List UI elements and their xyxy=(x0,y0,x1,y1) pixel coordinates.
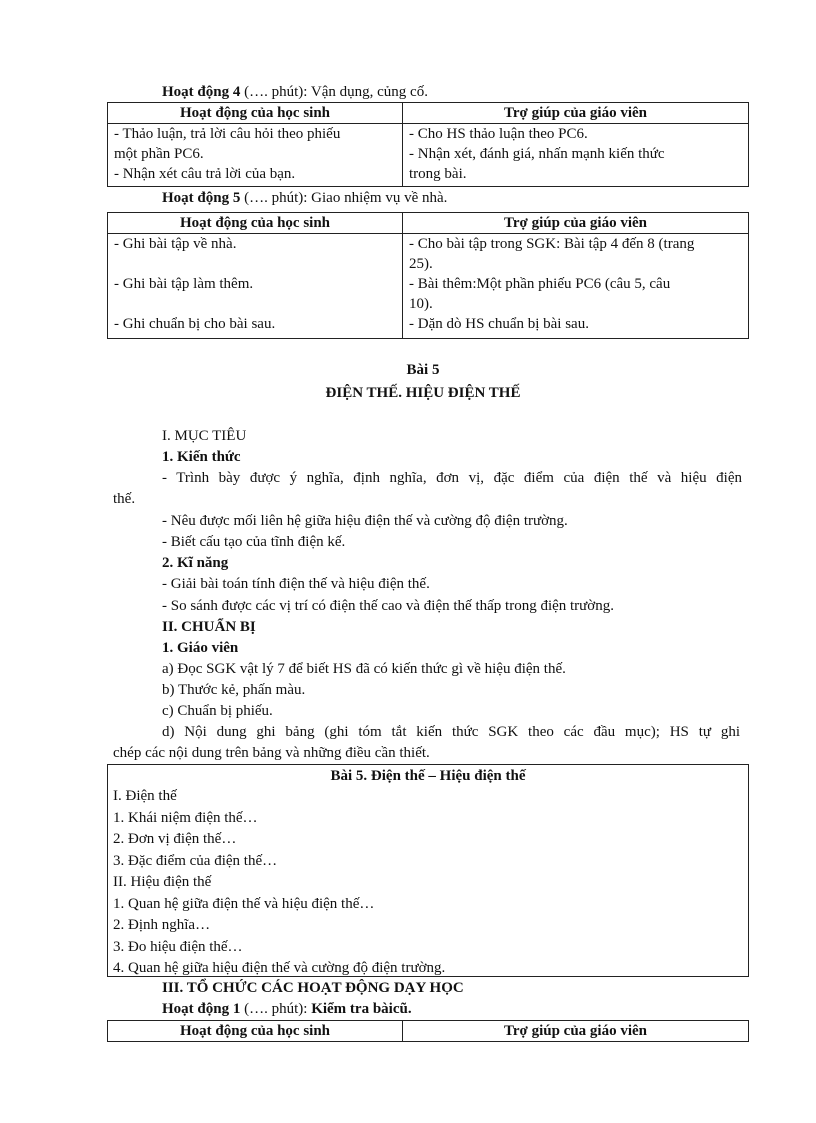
board-line: 2. Định nghĩa… xyxy=(113,917,211,933)
activity-5-label: Hoạt động 5 xyxy=(162,190,241,206)
activity-1-heading xyxy=(162,999,412,1019)
activity-1-desc-bold: Kiểm tra bàicũ. xyxy=(311,1001,412,1017)
activity-4-label: Hoạt động 4 xyxy=(162,84,241,100)
board-line: I. Điện thế xyxy=(113,788,177,804)
activity-5-student-line: - Ghi bài tập về nhà. xyxy=(114,236,237,252)
activity-5-teacher-line: 10). xyxy=(409,296,433,312)
board-line: 2. Đơn vị điện thế… xyxy=(113,831,237,847)
activity-4-heading xyxy=(162,82,428,102)
teacher-prep-heading: 1. Giáo viên xyxy=(162,640,239,656)
activity-5-teacher-line: - Cho bài tập trong SGK: Bài tập 4 đến 8 (trang xyxy=(409,236,695,252)
knowledge-heading: 1. Kiến thức xyxy=(162,449,241,465)
knowledge-item-1-cont: thế. xyxy=(113,491,136,507)
lesson-title: ĐIỆN THẾ. HIỆU ĐIỆN THẾ xyxy=(325,385,521,401)
activity-4-header-student: Hoạt động của học sinh xyxy=(108,103,403,124)
activity-5-student-cell xyxy=(108,234,403,339)
section-organization-heading: III. TỔ CHỨC CÁC HOẠT ĐỘNG DẠY HỌC xyxy=(162,980,464,996)
activity-1-header-student: Hoạt động của học sinh xyxy=(108,1021,403,1042)
activity-5-teacher-cell xyxy=(403,234,749,339)
activity-5-teacher-line: - Dặn dò HS chuẩn bị bài sau. xyxy=(409,316,589,332)
prep-item-d-cont: chép các nội dung trên bảng và những điều cần thiết. xyxy=(113,745,430,761)
board-line: 3. Đo hiệu điện thế… xyxy=(113,938,243,955)
activity-4-student-line: một phần PC6. xyxy=(114,146,204,162)
knowledge-item-3: - Biết cấu tạo của tĩnh điện kế. xyxy=(162,534,346,550)
activity-5-teacher-line: - Bài thêm:Một phần phiếu PC6 (câu 5, câu xyxy=(409,276,671,292)
activity-5-student-line: - Ghi bài tập làm thêm. xyxy=(114,276,254,292)
activity-4-student-cell xyxy=(108,124,403,187)
board-line: 3. Đặc điểm của điện thế… xyxy=(113,852,278,869)
activity-1-desc: (…. phút): xyxy=(240,1001,312,1017)
prep-item-c: c) Chuẩn bị phiếu. xyxy=(162,703,273,719)
board-line: 1. Khái niệm điện thế… xyxy=(113,809,258,826)
section-preparation-heading: II. CHUẨN BỊ xyxy=(162,619,256,635)
activity-5-heading xyxy=(162,188,447,208)
skills-heading: 2. Kĩ năng xyxy=(162,555,229,571)
knowledge-item-2: - Nêu được mối liên hệ giữa hiệu điện thế và cường độ điện trường. xyxy=(162,513,568,529)
activity-4-table xyxy=(107,102,749,187)
activity-4-desc: (…. phút): Vận dụng, củng cố. xyxy=(240,84,428,100)
activity-5-header-student: Hoạt động của học sinh xyxy=(108,213,403,234)
section-objectives-heading: I. MỤC TIÊU xyxy=(162,428,247,444)
activity-5-header-teacher: Trợ giúp của giáo viên xyxy=(403,213,749,234)
knowledge-item-1: - Trình bày được ý nghĩa, định nghĩa, đơn vị, đặc điểm của điện thế và hiệu điện xyxy=(162,470,742,486)
activity-1-label: Hoạt động 1 xyxy=(162,1001,241,1017)
activity-5-table xyxy=(107,212,749,339)
board-line: 1. Quan hệ giữa điện thế và hiệu điện thế… xyxy=(113,895,375,912)
activity-4-student-line: - Nhận xét câu trả lời của bạn. xyxy=(114,166,296,182)
prep-item-b: b) Thước kẻ, phấn màu. xyxy=(162,682,306,698)
board-summary-box xyxy=(107,764,749,977)
activity-5-student-line xyxy=(114,254,396,274)
activity-1-table xyxy=(107,1020,749,1042)
board-line: 4. Quan hệ giữa hiệu điện thế và cường độ điện trường. xyxy=(113,960,446,976)
activity-5-student-line: - Ghi chuẩn bị cho bài sau. xyxy=(114,316,276,332)
board-title: Bài 5. Điện thế – Hiệu điện thế xyxy=(330,768,526,784)
activity-4-student-line: - Thảo luận, trả lời câu hỏi theo phiếu xyxy=(114,126,341,142)
activity-4-teacher-cell xyxy=(403,124,749,187)
activity-4-teacher-line: trong bài. xyxy=(409,166,467,182)
prep-item-d: d) Nội dung ghi bảng (ghi tóm tắt kiến thức SGK theo các đầu mục); HS tự ghi xyxy=(162,724,740,740)
activity-1-header-teacher: Trợ giúp của giáo viên xyxy=(403,1021,749,1042)
lesson-number: Bài 5 xyxy=(406,362,440,378)
activity-5-teacher-line: 25). xyxy=(409,256,433,272)
prep-item-a: a) Đọc SGK vật lý 7 để biết HS đã có kiến thức gì về hiệu điện thế. xyxy=(162,661,566,677)
activity-4-header-teacher: Trợ giúp của giáo viên xyxy=(403,103,749,124)
board-line: II. Hiệu điện thế xyxy=(113,874,212,890)
skills-item-2: - So sánh được các vị trí có điện thế cao và điện thế thấp trong điện trường. xyxy=(162,598,614,614)
skills-item-1: - Giải bài toán tính điện thế và hiệu điện thế. xyxy=(162,576,430,592)
activity-4-teacher-line: - Cho HS thảo luận theo PC6. xyxy=(409,126,588,142)
activity-4-teacher-line: - Nhận xét, đánh giá, nhấn mạnh kiến thức xyxy=(409,146,665,162)
activity-5-desc: (…. phút): Giao nhiệm vụ về nhà. xyxy=(240,190,448,206)
activity-5-student-line xyxy=(114,294,396,314)
